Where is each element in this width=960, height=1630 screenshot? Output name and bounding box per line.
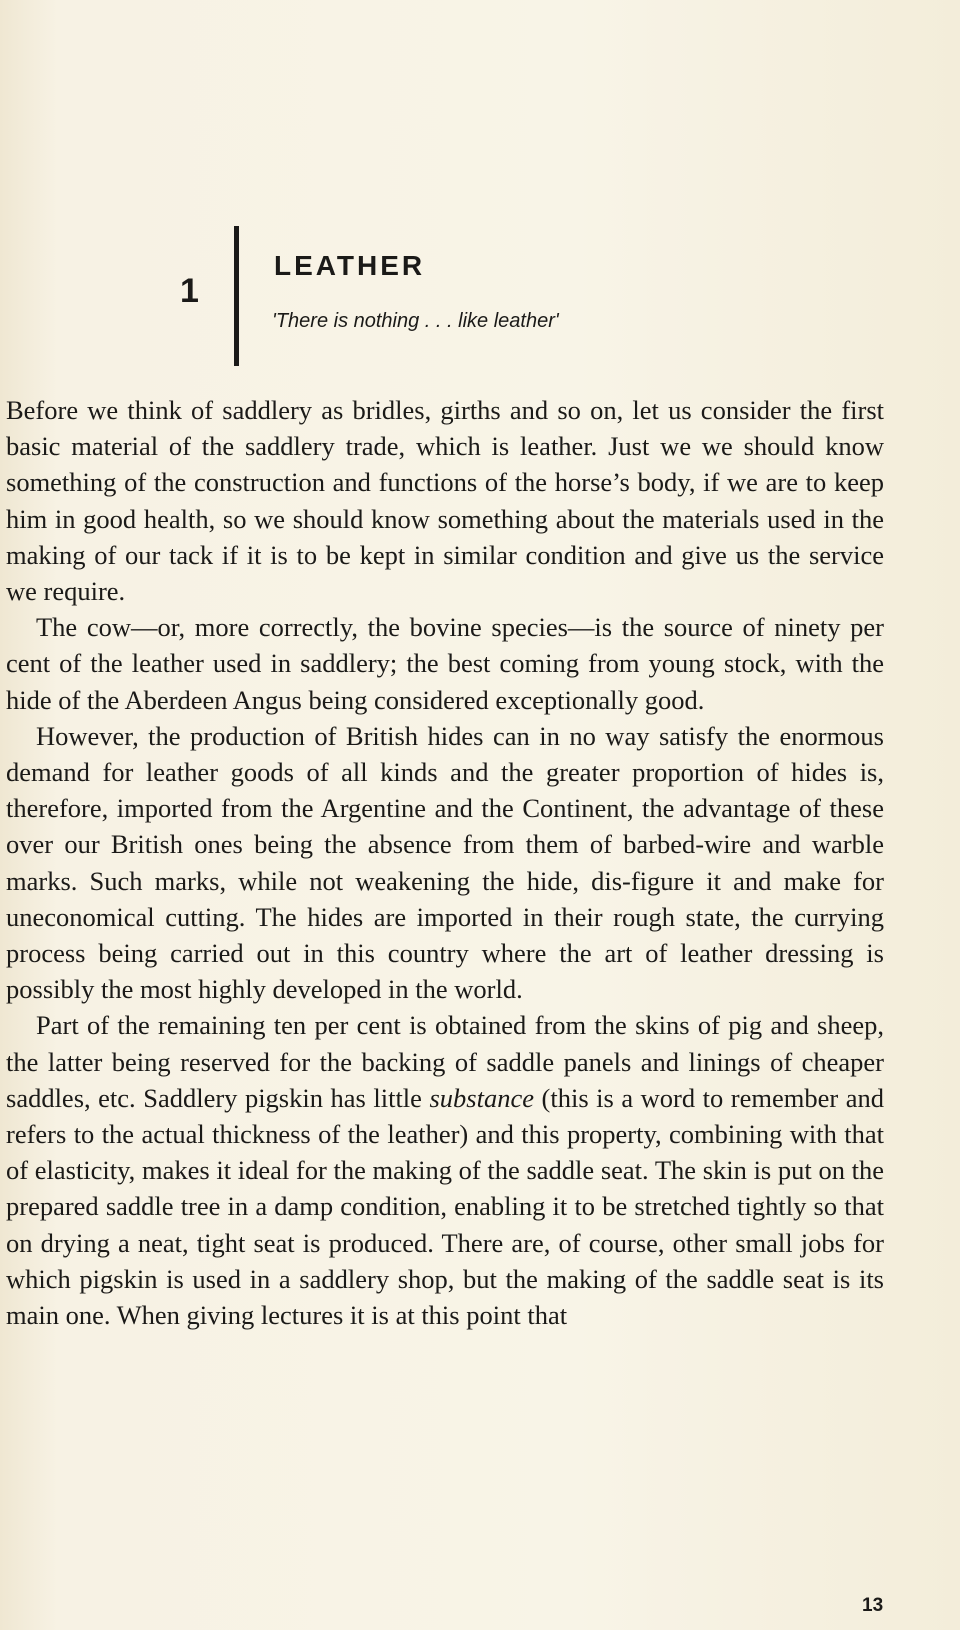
chapter-epigraph: 'There is nothing . . . like leather' (272, 310, 559, 332)
page-number: 13 (862, 1595, 884, 1616)
paragraph-text: The cow—or, more correctly, the bovine species—is the source of ninety per cent of the leather used in saddlery; the best coming from young stock, with the hide of the Aberdeen Angus being considered exceptionally good. (6, 612, 884, 715)
emphasized-term: substance (429, 1082, 534, 1113)
paragraph-3 (6, 718, 884, 1008)
chapter-title: LEATHER (274, 250, 426, 281)
chapter-divider (234, 226, 239, 366)
chapter-number: 1 (180, 272, 199, 310)
body-text (6, 392, 884, 1333)
paragraph-text: Part of the remaining ten per cent is obtained from the skins of pig and sheep, the latter being reserved for the backing of saddle panels and linings of cheaper saddles, etc. Saddlery pigskin has little (6, 1010, 884, 1113)
chapter-heading (0, 222, 960, 372)
paragraph-text: Before we think of saddlery as bridles, girths and so on, let us consider the first basic material of the saddlery trade, which is leather. Just we we should know something of the construction and functions of the horse’s body, if we are to keep him in good health, so we should know something about the materials used in the making of our tack if it is to be kept in similar condition and give us the service we require. (6, 395, 884, 607)
paragraph-text: However, the production of British hides can in no way satisfy the enormous demand for leather goods of all kinds and the greater proportion of hides is, therefore, imported from the Argentine and the Continent, the advantage of these over our British ones being the absence from them of barbed-wire and warble marks. Such marks, while not weakening the hide, dis-figure it and make for uneconomical cutting. The hides are imported in their rough state, the currying process being carried out in this country where the art of leather dressing is possibly the most highly developed in the world. (6, 720, 884, 1005)
paragraph-text: (this is a word to remember and refers to the actual thickness of the leather) and this property, combining with that of elasticity, makes it ideal for the making of the saddle seat. The skin is put on the prepared saddle tree in a damp condition, enabling it to be stretched tightly so that on drying a neat, tight seat is produced. There are, of course, other small jobs for which pigskin is used in a saddlery shop, but the making of the saddle seat is its main one. When giving lectures it is at this point that (6, 1082, 884, 1331)
paragraph-4 (6, 1007, 884, 1333)
paragraph-1 (6, 392, 884, 609)
paragraph-2 (6, 609, 884, 718)
